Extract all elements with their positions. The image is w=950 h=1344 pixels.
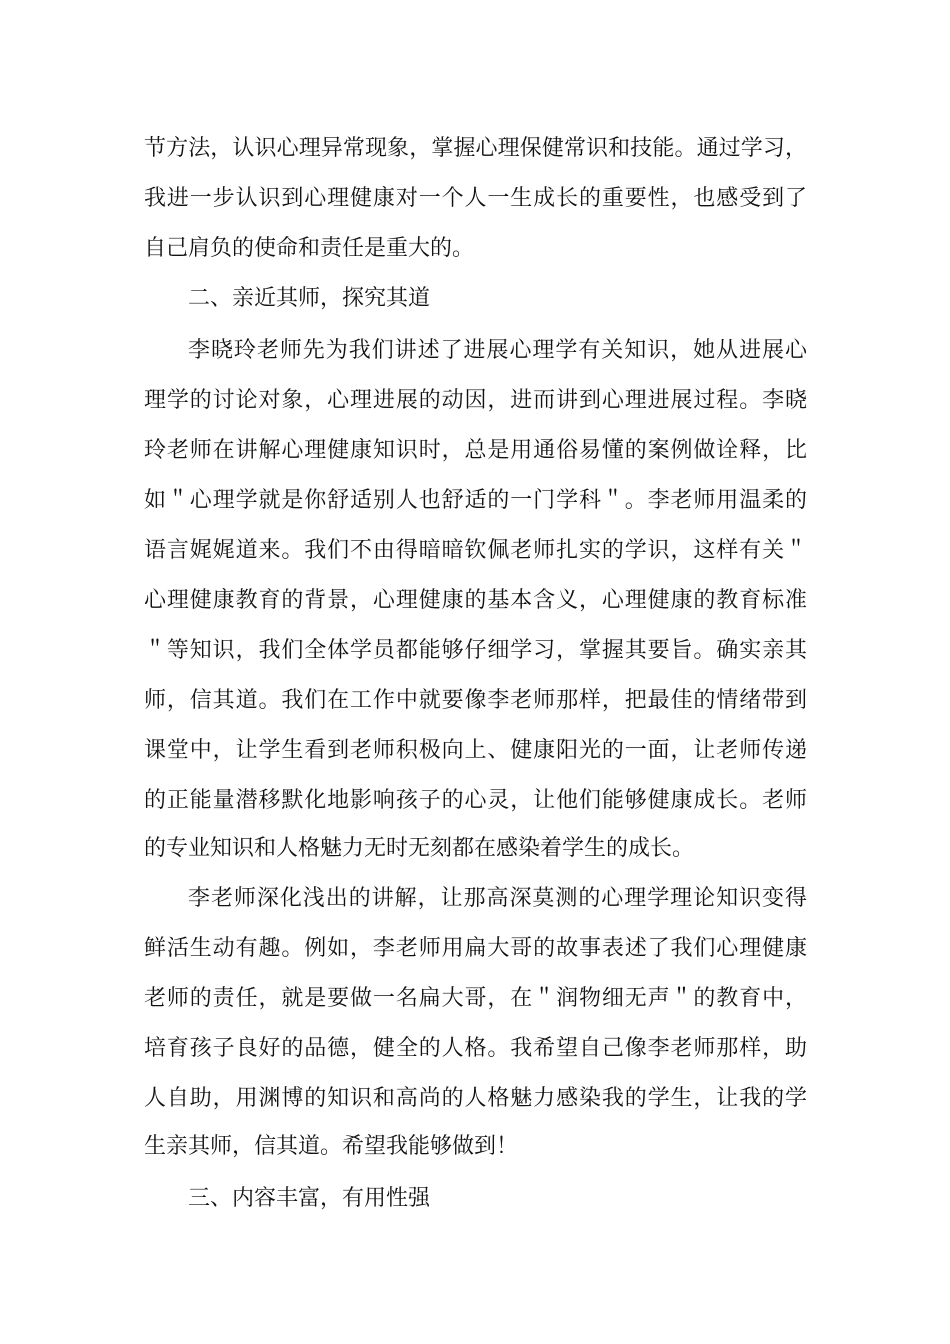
text-line-5: 李晓玲老师先为我们讲述了进展心理学有关知识，她从进展心 — [188, 338, 807, 363]
text-line-2: 我进一步认识到心理健康对一个人一生成长的重要性，也感受到了 — [144, 186, 807, 211]
text-line-19: 培育孩子良好的品德，健全的人格。我希望自己像李老师那样，助 — [144, 1036, 807, 1061]
text-line-6: 理学的讨论对象，心理进展的动因，进而讲到心理进展过程。李晓 — [144, 388, 807, 413]
text-line-21: 生亲其师，信其道。希望我能够做到！ — [144, 1134, 519, 1159]
text-line-11: ＂等知识，我们全体学员都能够仔细学习，掌握其要旨。确实亲其 — [144, 638, 807, 663]
text-line-8: 如＂心理学就是你舒适别人也舒适的一门学科＂。李老师用温柔的 — [144, 488, 807, 513]
section-heading-3: 三、内容丰富，有用性强 — [188, 1186, 431, 1211]
text-line-16: 李老师深化浅出的讲解，让那高深莫测的心理学理论知识变得 — [188, 886, 807, 911]
text-line-10: 心理健康教育的背景，心理健康的基本含义，心理健康的教育标准 — [144, 588, 807, 613]
text-line-20: 人自助，用渊博的知识和高尚的人格魅力感染我的学生，让我的学 — [144, 1086, 807, 1111]
text-line-15: 的专业知识和人格魅力无时无刻都在感染着学生的成长。 — [144, 836, 695, 861]
text-line-14: 的正能量潜移默化地影响孩子的心灵，让他们能够健康成长。老师 — [144, 788, 807, 813]
text-line-1: 节方法，认识心理异常现象，掌握心理保健常识和技能。通过学习， — [144, 136, 807, 161]
section-heading-2: 二、亲近其师，探究其道 — [188, 286, 431, 311]
text-line-9: 语言娓娓道来。我们不由得暗暗钦佩老师扎实的学识，这样有关＂ — [144, 538, 807, 563]
text-line-18: 老师的责任，就是要做一名扁大哥，在＂润物细无声＂的教育中， — [144, 986, 807, 1011]
text-line-13: 课堂中，让学生看到老师积极向上、健康阳光的一面，让老师传递 — [144, 738, 807, 763]
text-line-3: 自己肩负的使命和责任是重大的。 — [144, 236, 475, 261]
text-line-12: 师，信其道。我们在工作中就要像李老师那样，把最佳的情绪带到 — [144, 688, 807, 713]
text-line-7: 玲老师在讲解心理健康知识时，总是用通俗易懂的案例做诠释，比 — [144, 438, 807, 463]
text-line-17: 鲜活生动有趣。例如，李老师用扁大哥的故事表述了我们心理健康 — [144, 936, 807, 961]
